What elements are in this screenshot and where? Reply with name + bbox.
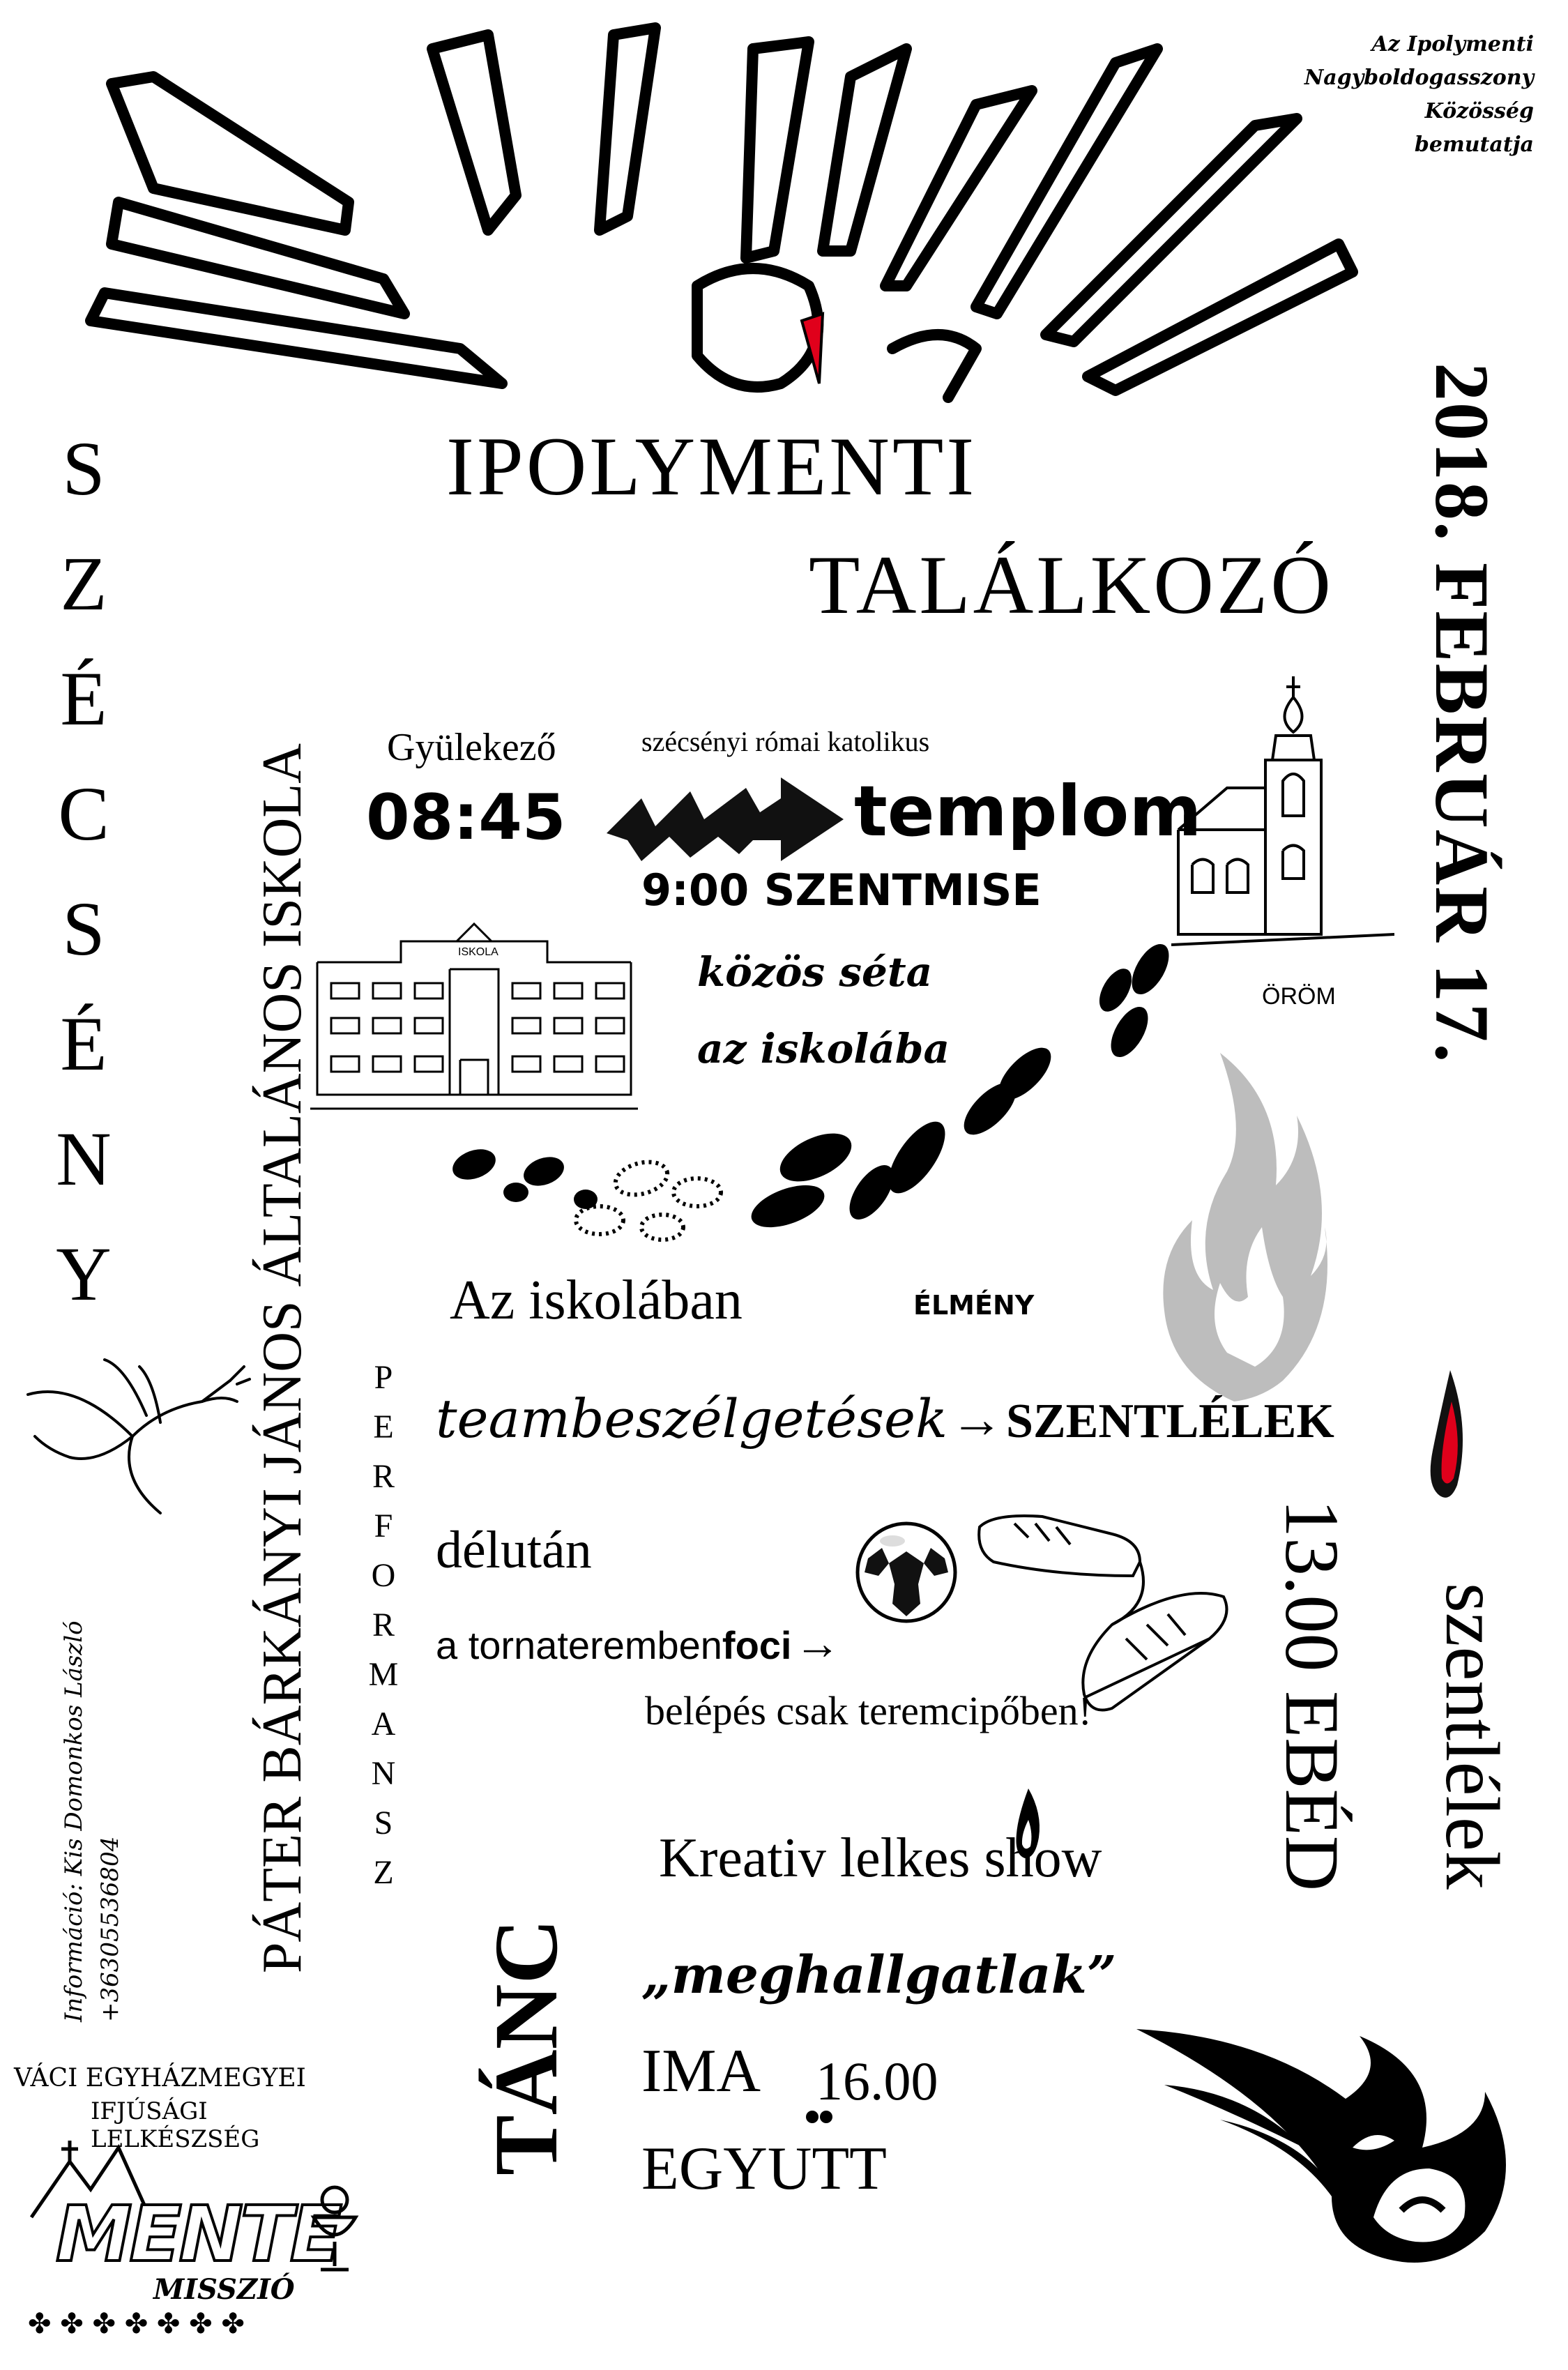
town-letter: C: [58, 771, 109, 856]
gym-place: a tornateremben: [436, 1623, 722, 1667]
church-place: templom: [854, 770, 1202, 852]
gathering-time: 08:45: [366, 781, 566, 854]
prayer-label: IMA: [641, 2037, 761, 2105]
town-letter: N: [56, 1116, 112, 1201]
logo-line-2: IFJÚSÁGI LELKÉSZSÉG: [91, 2097, 260, 2153]
prayer-together: EGYUTT: [641, 2135, 887, 2203]
performance-letter: M: [368, 1656, 399, 1693]
info-phone: +36305536804: [96, 1836, 124, 2022]
logo-stars: ✤ ✤ ✤ ✤ ✤ ✤ ✤: [28, 2308, 245, 2340]
experience-label: ÉLMÉNY: [913, 1290, 1035, 1321]
performance-letter: E: [373, 1408, 394, 1445]
presenter-line: bemutatja: [1414, 132, 1534, 157]
creative-show: Kreativ lelkes show: [659, 1828, 1102, 1889]
town-letter: S: [62, 886, 105, 971]
team-line: [436, 1388, 1334, 1450]
mente-logo: [14, 2064, 376, 2357]
church-icon: [1171, 669, 1394, 962]
gym-line: [436, 1618, 840, 1671]
gym-arrow: →: [794, 1618, 841, 1669]
town-letter: S: [62, 426, 105, 511]
team-talks: teambeszélgetések: [436, 1388, 948, 1450]
gathering-label: Gyülekező: [387, 726, 556, 769]
performance-letter: R: [372, 1458, 395, 1495]
i-listen: „meghallgatlak”: [641, 1945, 1117, 2005]
footprints-icon: [446, 934, 1199, 1248]
performance-letter: A: [371, 1706, 396, 1742]
info-contact: [56, 1620, 128, 2022]
school-sign: ISKOLA: [458, 946, 498, 958]
performance-letter: R: [372, 1606, 395, 1643]
afternoon-label: délután: [436, 1521, 592, 1579]
performance-letter: O: [371, 1557, 396, 1594]
logo-word-2: MISSZIÓ: [153, 2273, 295, 2306]
football-activity: foci: [722, 1623, 792, 1667]
town-letter: Z: [60, 541, 107, 626]
in-school-label: Az iskolában: [450, 1270, 743, 1331]
team-arrow: →: [950, 1390, 1004, 1449]
performance-word: [363, 1353, 404, 1897]
prayer-time: 16.00: [816, 2051, 938, 2111]
presenter-line: Közösség: [1424, 99, 1534, 123]
holy-spirit-word: szentlélek: [1430, 1583, 1515, 1890]
title-line-1: IPOLYMENTI: [446, 420, 977, 512]
town-name: [42, 411, 125, 1332]
performance-letter: N: [371, 1755, 396, 1792]
info-name: Információ: Kis Domonkos László: [60, 1620, 88, 2022]
town-letter: É: [60, 656, 107, 741]
town-letter: É: [60, 1001, 107, 1086]
church-description: szécsényi római katolikus: [641, 726, 930, 757]
presenter-line: Az Ipolymenti: [1371, 32, 1534, 56]
dove-icon: [21, 1353, 251, 1520]
performance-letter: F: [374, 1507, 393, 1544]
presenter-text: [1255, 28, 1534, 162]
logo-word-1: MENTE: [56, 2189, 340, 2279]
presenter-line: Nagyboldogasszony: [1304, 66, 1534, 90]
lunch: 13.00 EBÉD: [1270, 1499, 1355, 1892]
town-letter: Y: [56, 1231, 112, 1316]
logo-line-1: VÁCI EGYHÁZMEGYEI: [14, 2064, 306, 2092]
sneakers-note: belépés csak teremcipőben!: [645, 1688, 1092, 1733]
team-target: SZENTLÉLEK: [1006, 1395, 1334, 1448]
holy-spirit-dove-icon: [70, 21, 1380, 411]
chalice-icon: [307, 2182, 363, 2280]
school-name: PÁTER BÁRKÁNYI JÁNOS ÁLTALÁNOS ISKOLA: [252, 743, 313, 1973]
walk-line-2: az iskolába: [697, 1025, 950, 1072]
flame-icon: [1143, 1046, 1332, 1408]
arrow-icon: [600, 770, 851, 868]
event-date: 2018. FEBRUÁR 17.: [1419, 363, 1505, 1064]
tongue-of-fire-icon: [1422, 1367, 1471, 1506]
joy-label: ÖRÖM: [1262, 983, 1336, 1010]
title-line-2: TALÁLKOZÓ: [809, 538, 1334, 631]
walk-line-1: közös séta: [697, 948, 933, 996]
performance-letter: Z: [373, 1854, 394, 1891]
sneakers-icon: [973, 1499, 1238, 1715]
fire-tribal-icon: [1122, 2008, 1527, 2273]
mass-time: 9:00 SZENTMISE: [641, 865, 1042, 916]
soccer-ball-icon: [854, 1520, 959, 1625]
performance-letter: P: [374, 1359, 393, 1396]
dance: TÁNC: [476, 1918, 577, 2175]
performance-letter: S: [374, 1805, 393, 1841]
